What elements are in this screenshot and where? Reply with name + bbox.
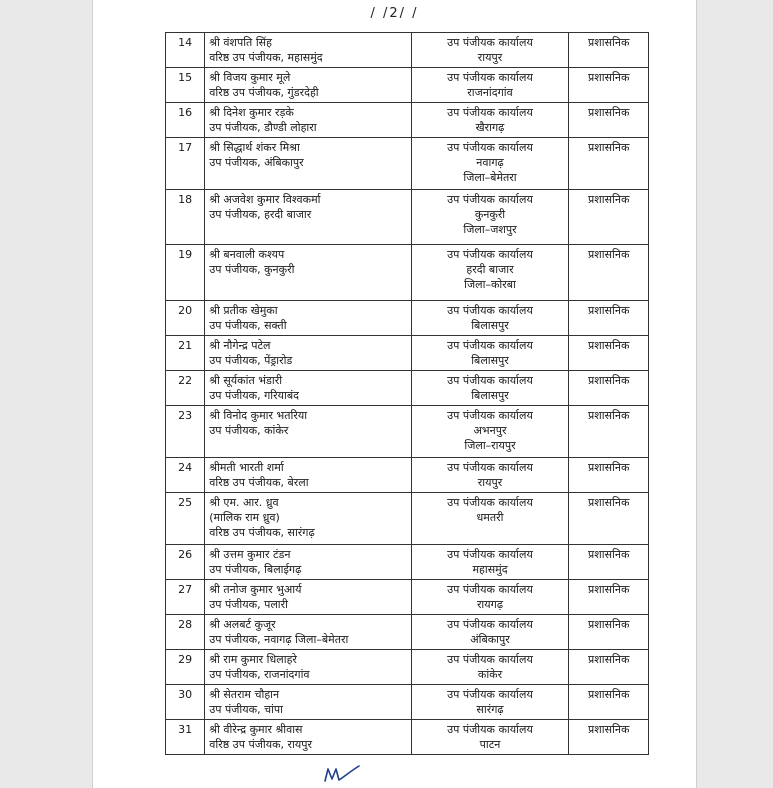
posting-office-line: उप पंजीयक कार्यालय (447, 653, 533, 666)
serial-number: 18 (166, 190, 205, 245)
posting-office-line: उप पंजीयक कार्यालय (447, 461, 533, 474)
officer-current-post: उप पंजीयक, बिलाईगढ़ (209, 563, 302, 576)
officer-name: श्री नौगेन्द्र पटेल (209, 339, 271, 352)
posting-office-cell (411, 245, 569, 301)
posting-office-line: बिलासपुर (471, 389, 509, 402)
transfer-type: प्रशासनिक (569, 68, 649, 103)
posting-office-cell (411, 458, 569, 493)
officer-name-cell (205, 685, 411, 720)
posting-office-cell (411, 493, 569, 545)
posting-office-line: कुनकुरी (474, 208, 506, 221)
table-row (166, 406, 649, 458)
transfer-type: प्रशासनिक (569, 458, 649, 493)
table-row (166, 720, 649, 755)
signature-mark (323, 764, 363, 784)
officer-name: श्री एम. आर. ध्रुव (209, 496, 279, 509)
officer-name: श्री अजवेश कुमार विश्वकर्मा (209, 193, 321, 206)
posting-office-line: जिला–रायपुर (464, 439, 516, 452)
officer-name: श्री सिद्धार्थ शंकर मिश्रा (209, 141, 300, 154)
posting-office-line: उप पंजीयक कार्यालय (447, 618, 533, 631)
table-row (166, 336, 649, 371)
serial-number: 27 (166, 580, 205, 615)
officer-name-cell (205, 138, 411, 190)
officer-current-post: वरिष्ठ उप पंजीयक, महासमुंद (209, 51, 323, 64)
serial-number: 20 (166, 301, 205, 336)
officer-current-post: उप पंजीयक, पलारी (209, 598, 288, 611)
officer-current-post: वरिष्ठ उप पंजीयक, रायपुर (209, 738, 313, 751)
officer-name: श्री वीरेन्द्र कुमार श्रीवास (209, 723, 303, 736)
table-row (166, 68, 649, 103)
transfer-type: प्रशासनिक (569, 336, 649, 371)
posting-office-cell (411, 103, 569, 138)
posting-office-line: उप पंजीयक कार्यालय (447, 106, 533, 119)
posting-office-line: अभनपुर (473, 424, 507, 437)
posting-office-line: धमतरी (476, 511, 504, 524)
officer-name-cell (205, 580, 411, 615)
officer-current-post: उप पंजीयक, डौण्डी लोहारा (209, 121, 317, 134)
posting-office-line: उप पंजीयक कार्यालय (447, 36, 533, 49)
posting-office-cell (411, 580, 569, 615)
serial-number: 23 (166, 406, 205, 458)
officer-name: श्री दिनेश कुमार रड़के (209, 106, 294, 119)
officer-name-cell (205, 545, 411, 580)
posting-office-cell (411, 33, 569, 68)
posting-office-line: बिलासपुर (471, 319, 509, 332)
officer-current-post: उप पंजीयक, अंबिकापुर (209, 156, 304, 169)
table-row (166, 493, 649, 545)
posting-office-line: उप पंजीयक कार्यालय (447, 374, 533, 387)
transfer-type: प्रशासनिक (569, 138, 649, 190)
serial-number: 24 (166, 458, 205, 493)
officer-name: श्री तनोज कुमार भुआर्य (209, 583, 302, 596)
officer-name-cell (205, 103, 411, 138)
posting-office-line: जिला–बेमेतरा (463, 171, 517, 184)
posting-office-cell (411, 685, 569, 720)
posting-office-line: उप पंजीयक कार्यालय (447, 248, 533, 261)
officer-current-post: उप पंजीयक, कांकेर (209, 424, 289, 437)
serial-number: 16 (166, 103, 205, 138)
posting-office-cell (411, 371, 569, 406)
posting-office-line: उप पंजीयक कार्यालय (447, 339, 533, 352)
officer-name-cell (205, 336, 411, 371)
transfer-type: प्रशासनिक (569, 580, 649, 615)
table-row (166, 190, 649, 245)
transfer-type: प्रशासनिक (569, 493, 649, 545)
table-row (166, 650, 649, 685)
officer-current-post: उप पंजीयक, गरियाबंद (209, 389, 299, 402)
table-row (166, 33, 649, 68)
officer-name-cell (205, 68, 411, 103)
posting-office-cell (411, 301, 569, 336)
officer-name-cell (205, 245, 411, 301)
officer-name-cell (205, 493, 411, 545)
document-page (92, 0, 697, 788)
table-body (166, 33, 649, 755)
table-row (166, 580, 649, 615)
posting-office-line: उप पंजीयक कार्यालय (447, 583, 533, 596)
officer-name-cell (205, 458, 411, 493)
officer-current-post: उप पंजीयक, नवागढ़ जिला–बेमेतरा (209, 633, 349, 646)
transfer-type: प्रशासनिक (569, 615, 649, 650)
serial-number: 19 (166, 245, 205, 301)
posting-office-cell (411, 406, 569, 458)
posting-office-cell (411, 138, 569, 190)
posting-office-line: पाटन (479, 738, 501, 751)
transfer-type: प्रशासनिक (569, 301, 649, 336)
posting-office-line: खैरागढ़ (475, 121, 505, 134)
posting-office-line: राजनांदगांव (467, 86, 513, 99)
transfer-type: प्रशासनिक (569, 33, 649, 68)
transfer-type: प्रशासनिक (569, 190, 649, 245)
posting-office-line: रायपुर (477, 476, 503, 489)
posting-office-line: उप पंजीयक कार्यालय (447, 496, 533, 509)
officer-current-post: उप पंजीयक, कुनकुरी (209, 263, 295, 276)
officer-current-post: उप पंजीयक, हरदी बाजार (209, 208, 312, 221)
officer-name: श्री वंशपति सिंह (209, 36, 272, 49)
officer-current-post: उप पंजीयक, राजनांदगांव (209, 668, 310, 681)
posting-office-line: उप पंजीयक कार्यालय (447, 71, 533, 84)
posting-office-line: जिला–कोरबा (464, 278, 516, 291)
posting-office-cell (411, 615, 569, 650)
serial-number: 31 (166, 720, 205, 755)
serial-number: 28 (166, 615, 205, 650)
officer-name-cell (205, 301, 411, 336)
officer-name: श्री सेतराम चौहान (209, 688, 280, 701)
table-row (166, 245, 649, 301)
transfer-type: प्रशासनिक (569, 545, 649, 580)
posting-office-line: उप पंजीयक कार्यालय (447, 304, 533, 317)
officer-name-cell (205, 33, 411, 68)
page-number: / /2/ / (370, 6, 419, 21)
officer-name-cell (205, 720, 411, 755)
officer-name: श्री विनोद कुमार भतरिया (209, 409, 308, 422)
posting-office-line: उप पंजीयक कार्यालय (447, 141, 533, 154)
officer-current-post: वरिष्ठ उप पंजीयक, गुंडरदेही (209, 86, 319, 99)
serial-number: 30 (166, 685, 205, 720)
table-row (166, 301, 649, 336)
serial-number: 29 (166, 650, 205, 685)
posting-office-line: रायपुर (477, 51, 503, 64)
officer-name: श्री बनवाली कश्यप (209, 248, 285, 261)
officer-current-post: उप पंजीयक, चांपा (209, 703, 284, 716)
posting-office-line: उप पंजीयक कार्यालय (447, 723, 533, 736)
transfer-type: प्रशासनिक (569, 371, 649, 406)
officer-name: श्री अलबर्ट कुजूर (209, 618, 276, 631)
posting-office-cell (411, 650, 569, 685)
table-row (166, 458, 649, 493)
transfer-type: प्रशासनिक (569, 103, 649, 138)
officer-name-cell (205, 615, 411, 650)
posting-office-line: उप पंजीयक कार्यालय (447, 688, 533, 701)
posting-office-cell (411, 68, 569, 103)
officer-name-cell (205, 371, 411, 406)
serial-number: 22 (166, 371, 205, 406)
officer-name-cell (205, 406, 411, 458)
posting-office-cell (411, 190, 569, 245)
table-row (166, 615, 649, 650)
serial-number: 25 (166, 493, 205, 545)
transfer-type: प्रशासनिक (569, 406, 649, 458)
table-row (166, 371, 649, 406)
posting-office-line: जिला–जशपुर (463, 223, 517, 236)
table-row (166, 103, 649, 138)
officer-current-post: वरिष्ठ उप पंजीयक, बेरला (209, 476, 309, 489)
serial-number: 17 (166, 138, 205, 190)
officer-name-cell (205, 650, 411, 685)
serial-number: 14 (166, 33, 205, 68)
officer-name: श्रीमती भारती शर्मा (209, 461, 284, 474)
officer-current-post: वरिष्ठ उप पंजीयक, सारंगढ़ (209, 526, 315, 539)
officer-current-post: (मालिक राम ध्रुव) (209, 511, 280, 524)
officer-name: श्री सूर्यकांत भंडारी (209, 374, 283, 387)
posting-office-line: उप पंजीयक कार्यालय (447, 548, 533, 561)
posting-office-line: बिलासपुर (471, 354, 509, 367)
officer-name: श्री विजय कुमार मूले (209, 71, 291, 84)
posting-office-line: उप पंजीयक कार्यालय (447, 409, 533, 422)
serial-number: 21 (166, 336, 205, 371)
serial-number: 26 (166, 545, 205, 580)
table-row (166, 685, 649, 720)
officer-current-post: उप पंजीयक, पेंड्रारोड (209, 354, 293, 367)
posting-office-line: रायगढ़ (476, 598, 504, 611)
transfer-table (165, 32, 649, 755)
officer-name: श्री राम कुमार धिलाहरे (209, 653, 297, 666)
posting-office-line: नवागढ़ (476, 156, 504, 169)
posting-office-line: सारंगढ़ (476, 703, 504, 716)
officer-name: श्री प्रतीक खेमुका (209, 304, 278, 317)
posting-office-line: महासमुंद (472, 563, 508, 576)
transfer-type: प्रशासनिक (569, 685, 649, 720)
posting-office-cell (411, 545, 569, 580)
posting-office-cell (411, 336, 569, 371)
serial-number: 15 (166, 68, 205, 103)
officer-name-cell (205, 190, 411, 245)
transfer-type: प्रशासनिक (569, 245, 649, 301)
transfer-type: प्रशासनिक (569, 650, 649, 685)
officer-current-post: उप पंजीयक, सक्ती (209, 319, 287, 332)
posting-office-line: अंबिकापुर (470, 633, 510, 646)
table-row (166, 138, 649, 190)
officer-name: श्री उत्तम कुमार टंडन (209, 548, 291, 561)
posting-office-line: हरदी बाजार (466, 263, 514, 276)
posting-office-cell (411, 720, 569, 755)
table-row (166, 545, 649, 580)
transfer-type: प्रशासनिक (569, 720, 649, 755)
posting-office-line: कांकेर (477, 668, 503, 681)
posting-office-line: उप पंजीयक कार्यालय (447, 193, 533, 206)
